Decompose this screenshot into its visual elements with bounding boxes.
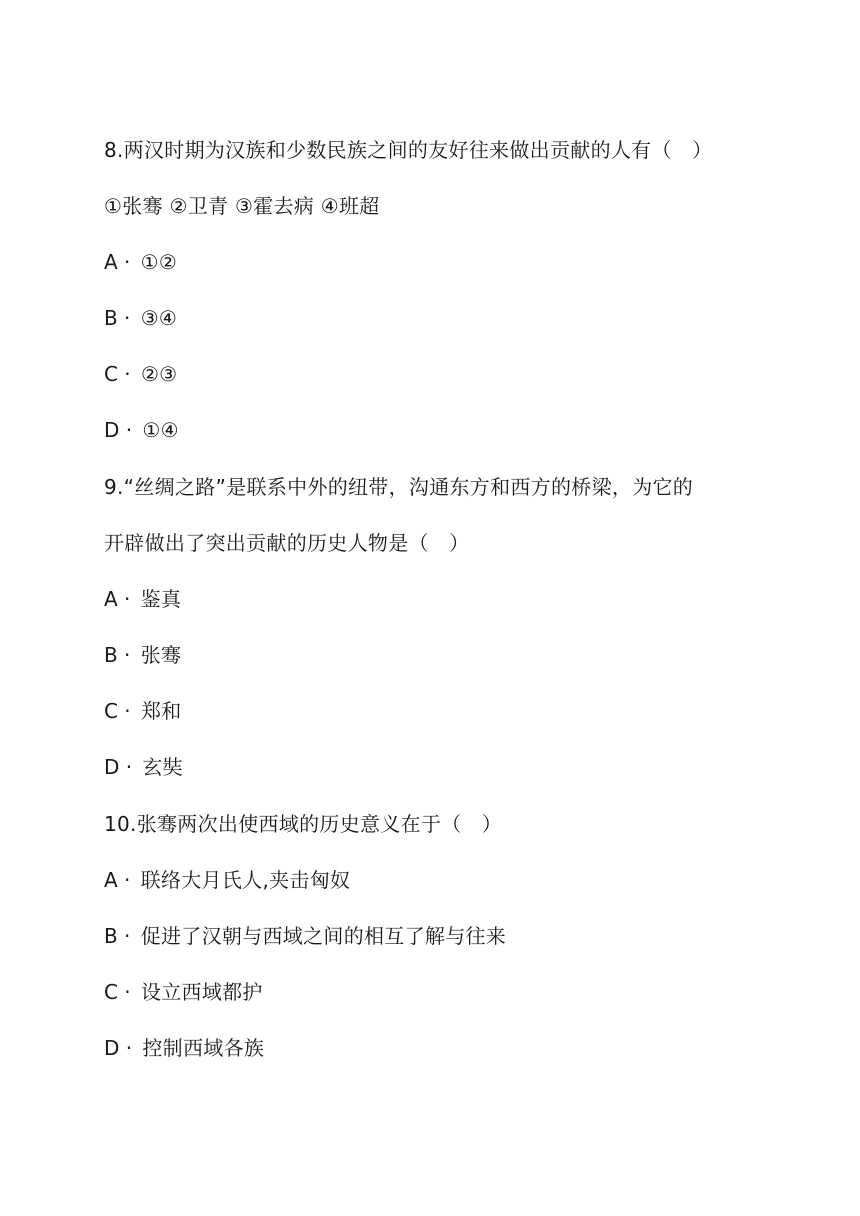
question-8-option-c[interactable] (104, 360, 177, 388)
option-text: 郑和 (140, 699, 182, 723)
question-8-items: ①张骞 ②卫青 ③霍去病 ④班超 (104, 194, 380, 218)
question-10-option-a[interactable] (104, 866, 350, 894)
question-9-option-b[interactable] (104, 641, 181, 669)
option-letter: A (104, 868, 118, 892)
question-8-option-d[interactable] (104, 416, 179, 444)
option-text: 鉴真 (140, 587, 182, 611)
option-letter: B (104, 924, 119, 948)
question-9-stem-line-1: 9.“丝绸之路”是联系中外的纽带，沟通东方和西方的桥梁，为它的 (104, 475, 694, 499)
question-9-stem-line-2: 开辟做出了突出贡献的历史人物是（ ） (104, 531, 470, 555)
option-text: 控制西域各族 (142, 1036, 265, 1060)
option-letter: B (104, 643, 119, 667)
option-separator: · (124, 980, 131, 1004)
option-letter: A (104, 250, 118, 274)
question-8-option-b[interactable] (104, 304, 177, 332)
option-letter: C (104, 699, 119, 723)
option-separator: · (124, 699, 131, 723)
option-text: 促进了汉朝与西域之间的相互了解与往来 (140, 924, 507, 948)
option-separator: · (125, 418, 133, 442)
option-separator: · (124, 362, 131, 386)
option-letter: D (104, 1036, 120, 1060)
question-10-option-c[interactable] (104, 978, 263, 1006)
option-separator: · (124, 924, 131, 948)
option-text: 联络大月氏人,夹击匈奴 (140, 868, 351, 892)
option-letter: C (104, 980, 119, 1004)
option-letter: C (104, 362, 119, 386)
option-text: 玄奘 (142, 755, 183, 779)
option-letter: A (104, 587, 118, 611)
option-letter: B (104, 306, 119, 330)
question-10-option-b[interactable] (104, 922, 506, 950)
option-separator: · (123, 250, 131, 274)
option-text: ②③ (140, 362, 178, 386)
question-9-option-c[interactable] (104, 697, 182, 725)
option-letter: D (104, 755, 120, 779)
option-separator: · (125, 755, 133, 779)
question-9-option-d[interactable] (104, 753, 183, 781)
question-8-stem: 8.两汉时期为汉族和少数民族之间的友好往来做出贡献的人有（ ） (104, 138, 713, 162)
option-text: ①② (140, 250, 178, 274)
option-separator: · (123, 868, 131, 892)
option-letter: D (104, 418, 120, 442)
question-10-stem: 10.张骞两次出使西域的历史意义在于（ ） (104, 812, 503, 836)
option-text: 设立西域都护 (140, 980, 263, 1004)
option-separator: · (125, 1036, 133, 1060)
option-separator: · (124, 306, 131, 330)
option-separator: · (123, 587, 131, 611)
question-9-option-a[interactable] (104, 585, 181, 613)
question-10-option-d[interactable] (104, 1034, 264, 1062)
option-separator: · (124, 643, 131, 667)
option-text: ③④ (140, 306, 178, 330)
option-text: 张骞 (140, 643, 182, 667)
option-text: ①④ (142, 418, 179, 442)
question-8-option-a[interactable] (104, 248, 177, 276)
